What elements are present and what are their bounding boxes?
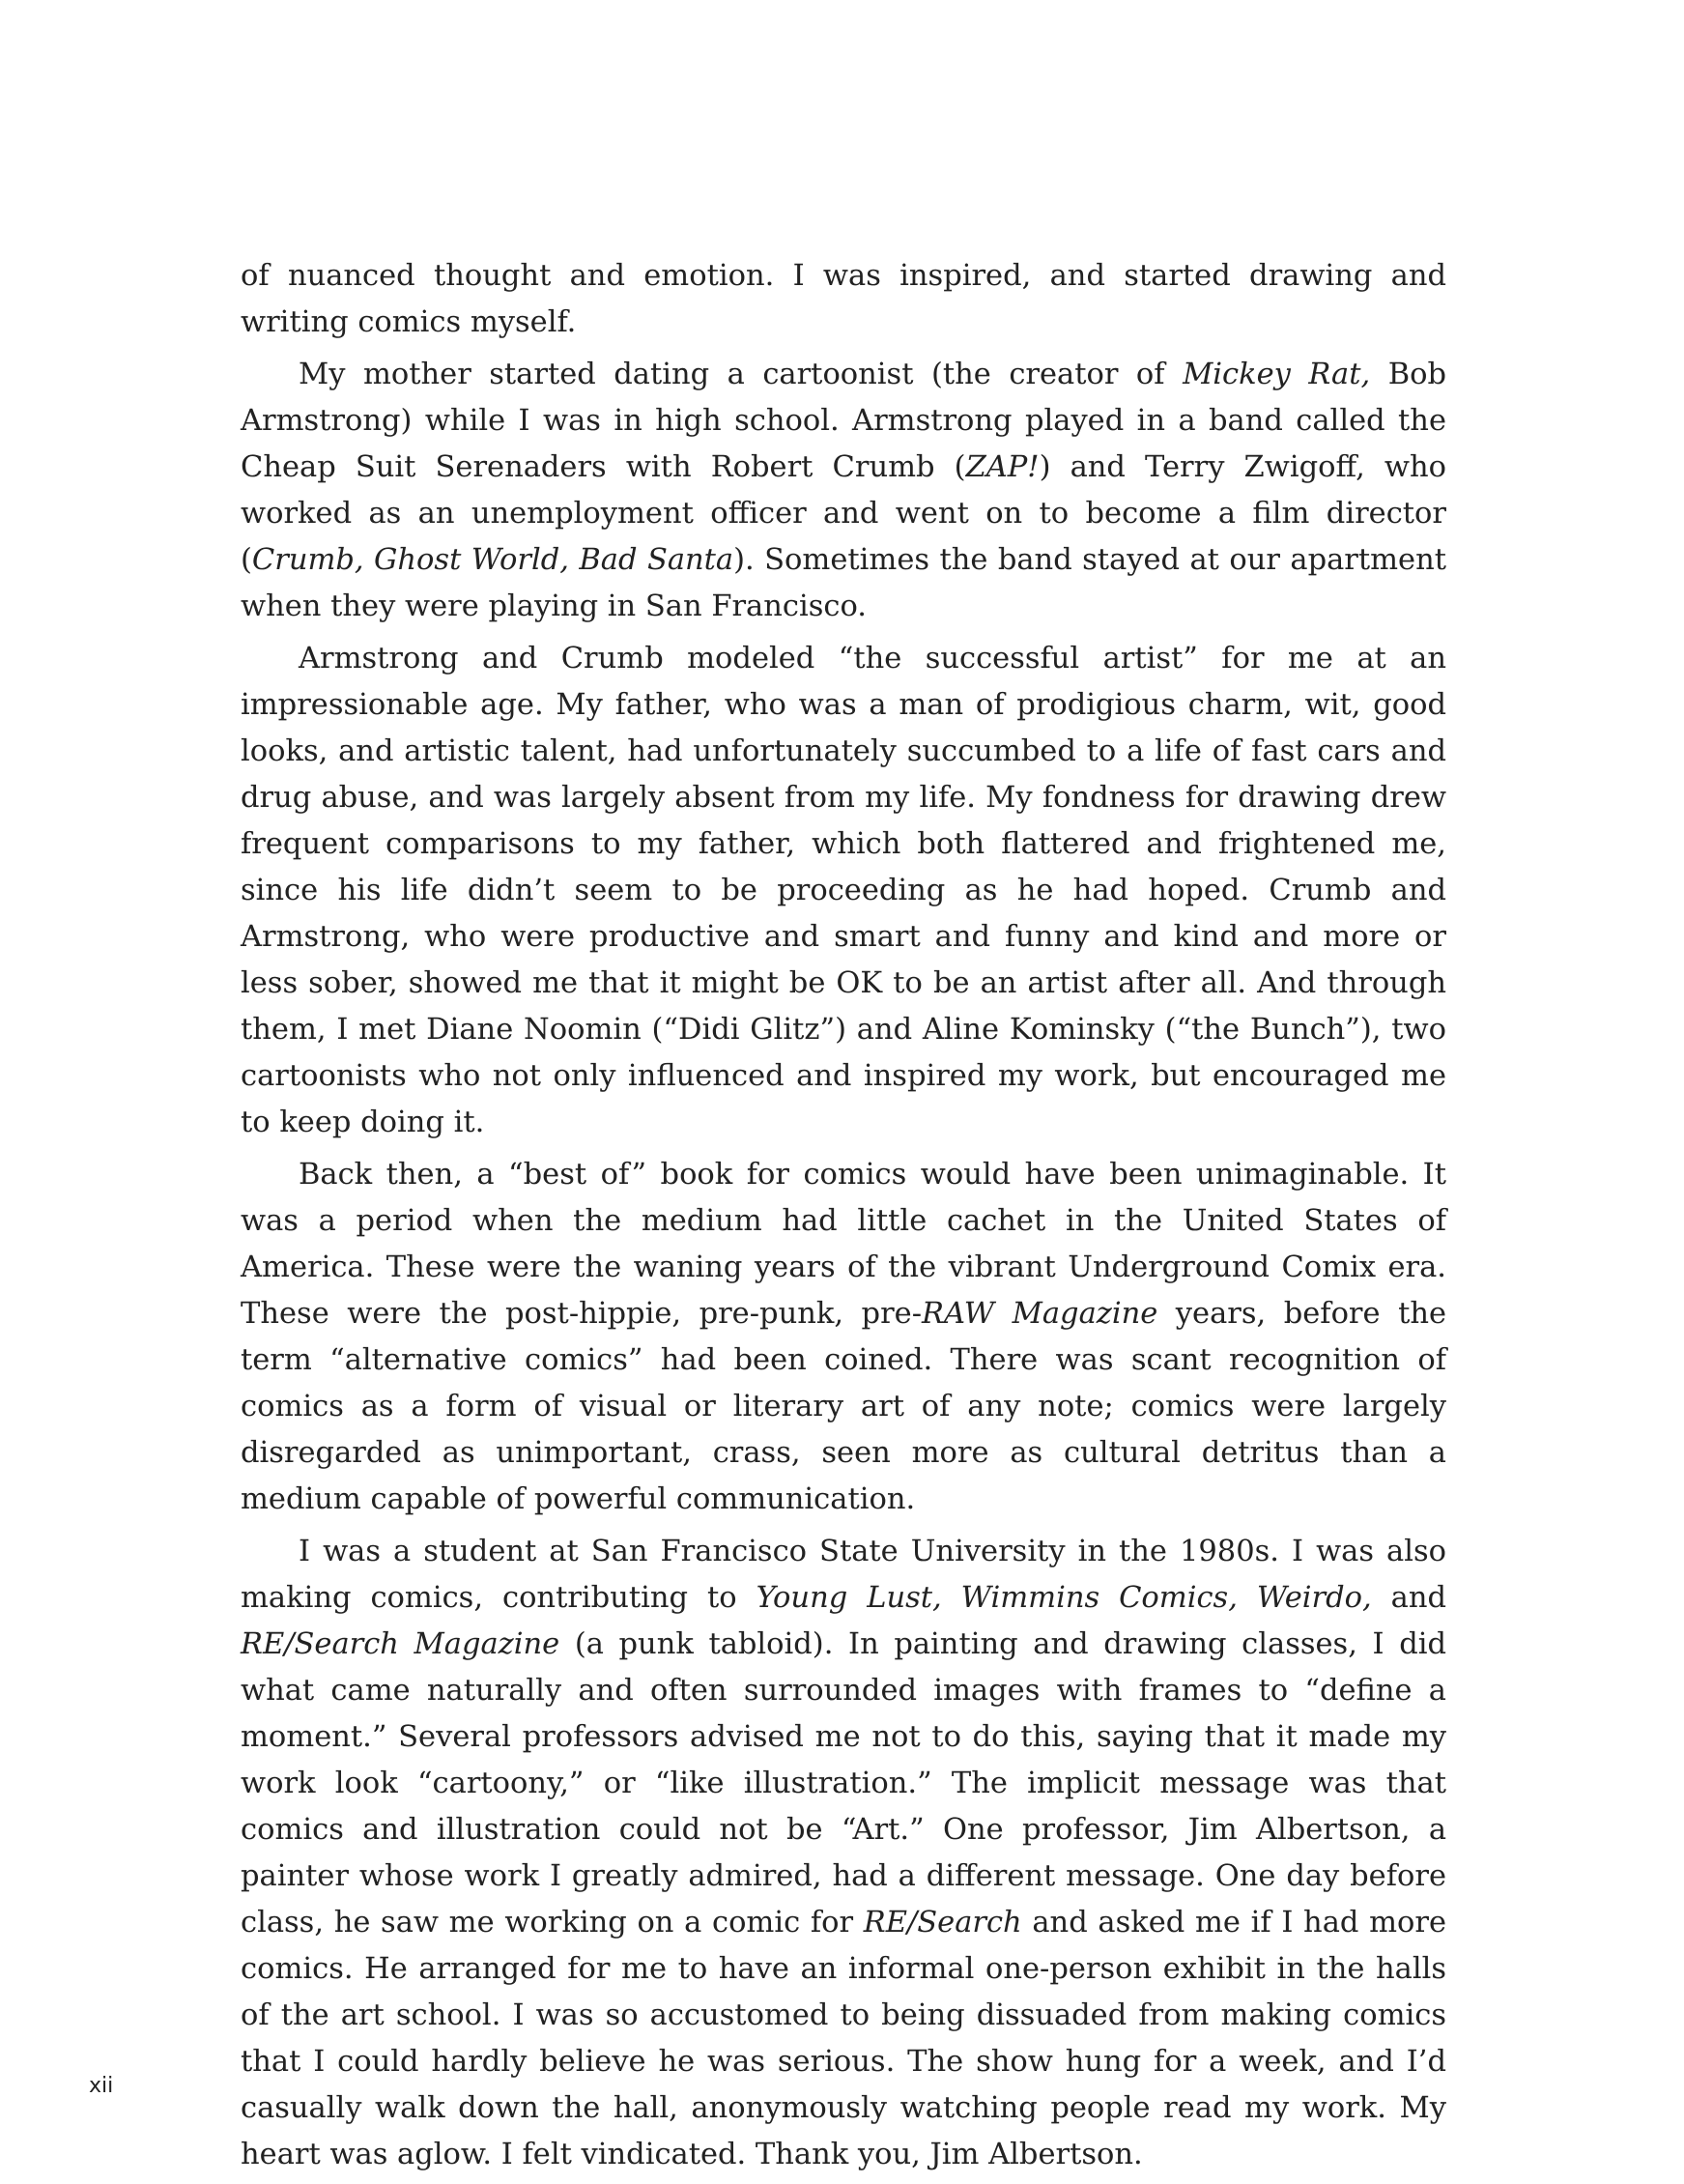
text-run: My mother started dating a cartoonist (the creator of xyxy=(299,358,1184,391)
text-run: Bob Armstrong) while I was in high school. Armstrong played in a band called the Cheap Suit Serenaders with Robert Crumb ( xyxy=(241,358,1447,484)
text-run: Armstrong and Crumb modeled “the successful artist” for me at an impressionable age. My father, who was a man of prodigious charm, wit, good looks, and artistic talent, had unfortunately succumbed to a life of fast cars and drug abuse, and was largely absent from my life. My fondness for drawing drew frequent comparisons to my father, which both flattered and frightened me, since his life didn’t seem to be proceeding as he had hoped. Crumb and Armstrong, who were productive and smart and funny and kind and more or less sober, showed me that it might be OK to be an artist after all. And through them, I met Diane Noomin (“Didi Glitz”) and Aline Kominsky (“the Bunch”), two cartoonists who not only influenced and inspired my work, but encouraged me to keep doing it. xyxy=(241,642,1446,1139)
text-run: Back then, a “best of” book for comics would have been unimaginable. It was a period when the medium had little cachet in the United States of America. These were the waning years of the vibrant Underground Comix era. These were the post-hippie, pre-punk, pre- xyxy=(241,1158,1446,1331)
paragraph xyxy=(241,253,1446,346)
title-italic: ZAP! xyxy=(965,450,1040,484)
text-run: and xyxy=(1371,1581,1447,1615)
text-run: ). Sometimes the band stayed at our apartment when they were playing in San Francisco. xyxy=(241,543,1446,623)
paragraph xyxy=(241,1152,1446,1523)
text-run: and asked me if I had more comics. He arranged for me to have an informal one-person exhibit in the halls of the art school. I was so accustomed to being dissuaded from making comics that I could hardly believe he was serious. The show hung for a week, and I’d casually walk down the hall, anonymously watching people read my work. My heart was aglow. I felt vindicated. Thank you, Jim Albertson. xyxy=(241,1906,1446,2171)
paragraph xyxy=(241,636,1446,1146)
title-italic: RAW Magazine xyxy=(922,1297,1158,1331)
text-run: (a punk tabloid). In painting and drawing classes, I did what came naturally and often surrounded images with frames to “define a moment.” Several professors advised me not to do this, saying that it made my work look “cartoony,” or “like illustration.” The implicit message was that comics and illustration could not be “Art.” One professor, Jim Albertson, a painter whose work I greatly admired, had a different message. One day before class, he saw me working on a comic for xyxy=(241,1627,1446,1940)
paragraph xyxy=(241,352,1446,630)
body-text xyxy=(241,253,1446,2184)
text-run: of nuanced thought and emotion. I was inspired, and started drawing and writing comics myself. xyxy=(241,259,1446,339)
title-italic: RE/Search xyxy=(863,1906,1022,1940)
title-italic: Mickey Rat, xyxy=(1183,358,1371,391)
paragraph xyxy=(241,1529,1446,2178)
text-run: years, before the term “alternative comics” had been coined. There was scant recognition of comics as a form of visual or literary art of any note; comics were largely disregarded as unimportant, crass, seen more as cultural detritus than a medium capable of powerful communication. xyxy=(241,1297,1447,1516)
title-italic: Crumb, Ghost World, Bad Santa xyxy=(251,543,734,577)
title-italic: RE/Search Magazine xyxy=(241,1627,560,1661)
page-number: xii xyxy=(89,2074,114,2098)
text-run: I was a student at San Francisco State University in the 1980s. I was also making comics, contributing to xyxy=(241,1535,1446,1615)
text-run: ) and Terry Zwigoff, who worked as an unemployment officer and went on to become a film director ( xyxy=(241,450,1446,577)
title-italic: Young Lust, Wimmins Comics, Weirdo, xyxy=(756,1581,1372,1615)
